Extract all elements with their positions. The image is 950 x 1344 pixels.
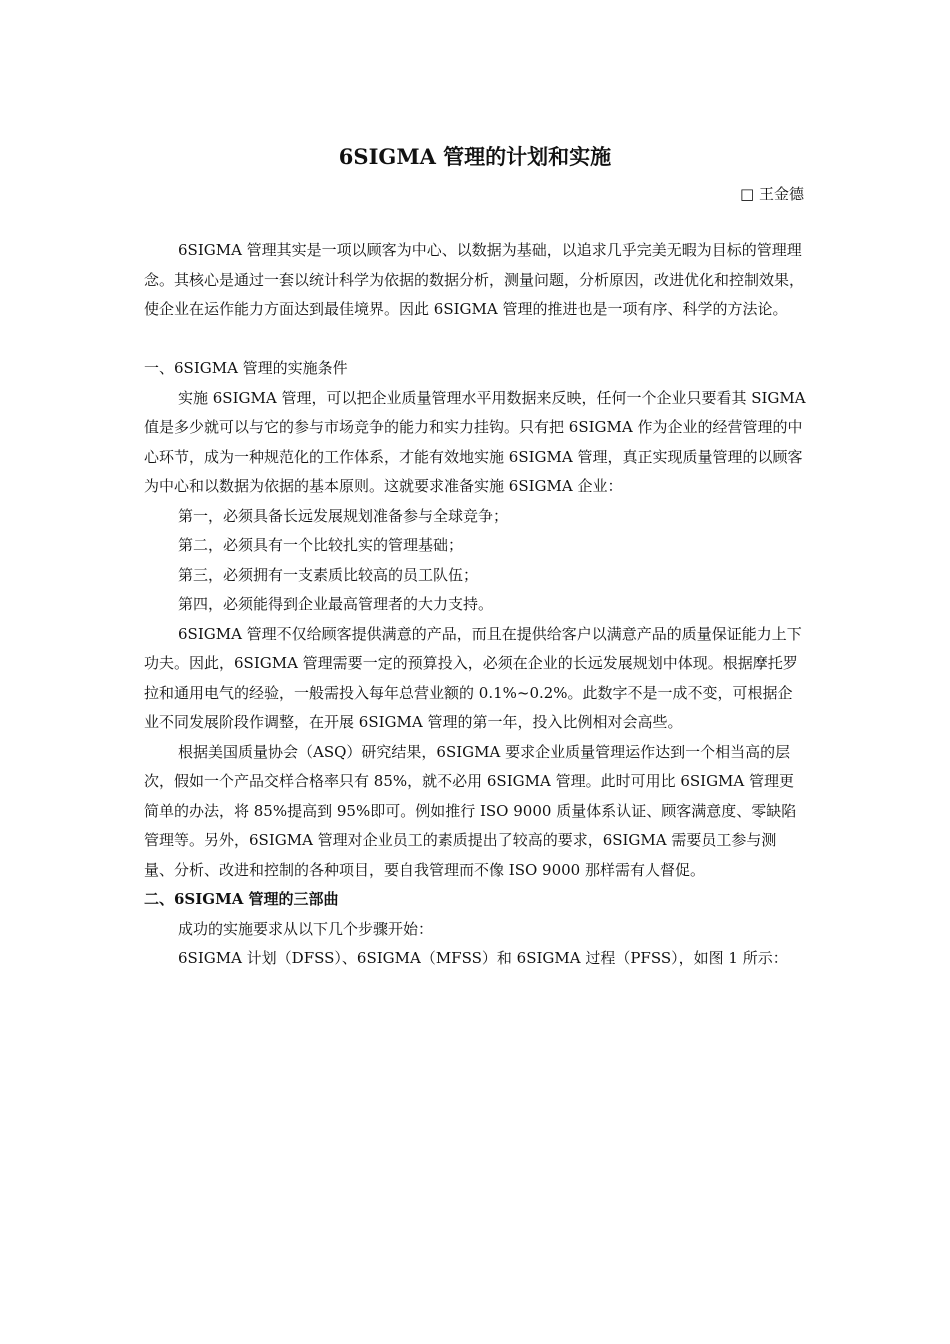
author-line: □ 王金德: [740, 185, 804, 203]
document-body: [144, 236, 806, 974]
section-1-paragraph-1: 实施 6SIGMA 管理，可以把企业质量管理水平用数据来反映，任何一个企业只要看其 SIGMA 值是多少就可以与它的参与市场竞争的能力和实力挂钩。只有把 6SIGMA 作为企业的经营管理的中心环节，成为一种规范化的工作体系，才能有效地实施 6SIGMA 管理，真正实现质量管理的以顾客为中心和以数据为依据的基本原则。这就要求准备实施 6SIGMA 企业：: [144, 388, 806, 495]
requirement-item-1: 第一，必须具备长远发展规划准备参与全球竞争；: [178, 506, 509, 525]
requirement-item-3: 第三，必须拥有一支素质比较高的员工队伍；: [178, 565, 479, 584]
section-1-paragraph-3: 根据美国质量协会（ASQ）研究结果，6SIGMA 要求企业质量管理运作达到一个相当高的层次，假如一个产品交样合格率只有 85%，就不必用 6SIGMA 管理。此时可用比 6SIGMA 管理更简单的办法，将 85%提高到 95%即可。例如推行 ISO 9000 质量体系认证、顾客满意度、零缺陷管理等。另外，6SIGMA 管理对企业员工的素质提出了较高的要求，6SIGMA 需要员工参与测量、分析、改进和控制的各种项目，要自我管理而不像 ISO 9000 那样需有人督促。: [144, 742, 797, 879]
section-2-heading: 二、6SIGMA 管理的三部曲: [144, 890, 339, 908]
blank-line: [144, 325, 806, 355]
requirement-item-2: 第二，必须具有一个比较扎实的管理基础；: [178, 536, 464, 554]
section-1-paragraph-2: 6SIGMA 管理不仅给顾客提供满意的产品，而且在提供给客户以满意产品的质量保证能力上下功夫。因此，6SIGMA 管理需要一定的预算投入，必须在企业的长远发展规划中体现。根据摩托罗拉和通用电气的经验，一般需投入每年总营业额的 0.1%~0.2%。此数字不是一成不变，可根据企业不同发展阶段作调整，在开展 6SIGMA 管理的第一年，投入比例相对会高些。: [144, 624, 802, 731]
document-title: 6SIGMA 管理的计划和实施: [338, 144, 612, 169]
section-2-paragraph-2: 6SIGMA 计划（DFSS）、6SIGMA（MFSS）和 6SIGMA 过程（PFSS），如图 1 所示：: [178, 949, 788, 967]
section-1-heading: 一、6SIGMA 管理的实施条件: [144, 359, 348, 377]
section-2-paragraph-1: 成功的实施要求从以下几个步骤开始：: [178, 919, 434, 938]
intro-paragraph: 6SIGMA 管理其实是一项以顾客为中心、以数据为基础，以追求几乎完美无暇为目标的管理理念。其核心是通过一套以统计科学为依据的数据分析，测量问题，分析原因，改进优化和控制效果，使企业在运作能力方面达到最佳境界。因此 6SIGMA 管理的推进也是一项有序、科学的方法论。: [144, 241, 805, 318]
requirement-item-4: 第四，必须能得到企业最高管理者的大力支持。: [178, 595, 494, 613]
